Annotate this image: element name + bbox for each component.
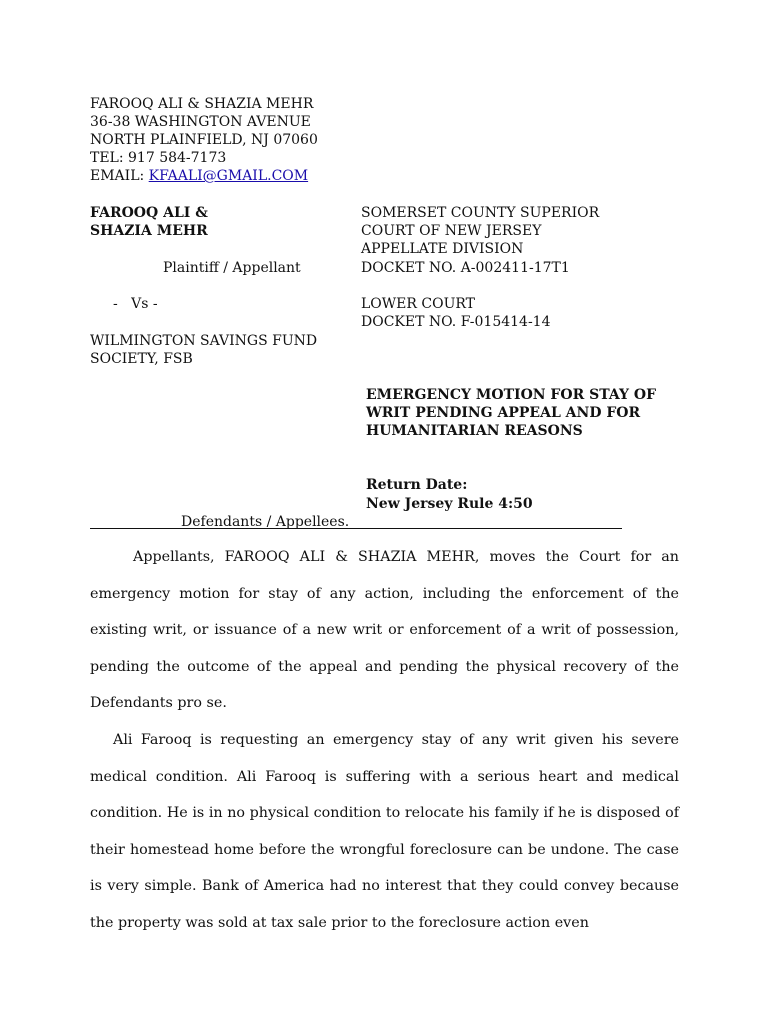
header-email-line (90, 167, 308, 185)
plaintiff-role: Plaintiff / Appellant (163, 260, 301, 276)
defendant-role: Defendants / Appellees. (181, 514, 350, 530)
plaintiff-name-1: FAROOQ ALI & (90, 205, 208, 221)
lower-docket-number: DOCKET NO. F-015414-14 (361, 314, 551, 330)
motion-title-2: WRIT PENDING APPEAL AND FOR (366, 405, 641, 421)
plaintiff-name-2: SHAZIA MEHR (90, 223, 208, 239)
email-label: EMAIL: (90, 168, 149, 184)
header-names: FAROOQ ALI & SHAZIA MEHR (90, 96, 314, 112)
caption-underline (90, 528, 622, 529)
motion-title-3: HUMANITARIAN REASONS (366, 423, 583, 439)
court-line-3: APPELLATE DIVISION (361, 241, 524, 257)
defendant-name-2: SOCIETY, FSB (90, 351, 193, 367)
header-street: 36-38 WASHINGTON AVENUE (90, 114, 311, 130)
court-line-1: SOMERSET COUNTY SUPERIOR (361, 205, 600, 221)
lower-court: LOWER COURT (361, 296, 475, 312)
email-link[interactable]: KFAALI@GMAIL.COM (148, 168, 309, 184)
docket-number: DOCKET NO. A-002411-17T1 (361, 260, 570, 276)
motion-title-1: EMERGENCY MOTION FOR STAY OF (366, 387, 657, 403)
body-paragraph-2: Ali Farooq is requesting an emergency stay of any writ given his severe medical condition. Ali Farooq is suffering with a serious heart and medical condition. He is in no physical condition to relocate his family if he is disposed of their homestead home before the wrongful foreclosure can be undone. The case is very simple. Bank of America had no interest that they could convey because the property was sold at tax sale prior to the foreclosure action even (90, 732, 679, 931)
header-tel: TEL: 917 584-7173 (90, 150, 227, 166)
court-line-2: COURT OF NEW JERSEY (361, 223, 542, 239)
body-paragraph-1: Appellants, FAROOQ ALI & SHAZIA MEHR, moves the Court for an emergency motion for stay of any action, including the enforcement of the existing writ, or issuance of a new writ or enforcement of a writ of possession, pending the outcome of the appeal and pending the physical recovery of the Defendants pro se. (90, 549, 679, 712)
court-rule: New Jersey Rule 4:50 (366, 496, 533, 512)
return-date: Return Date: (366, 477, 468, 493)
header-city: NORTH PLAINFIELD, NJ 07060 (90, 132, 318, 148)
defendant-name-1: WILMINGTON SAVINGS FUND (90, 333, 318, 349)
versus: - Vs - (113, 296, 158, 312)
